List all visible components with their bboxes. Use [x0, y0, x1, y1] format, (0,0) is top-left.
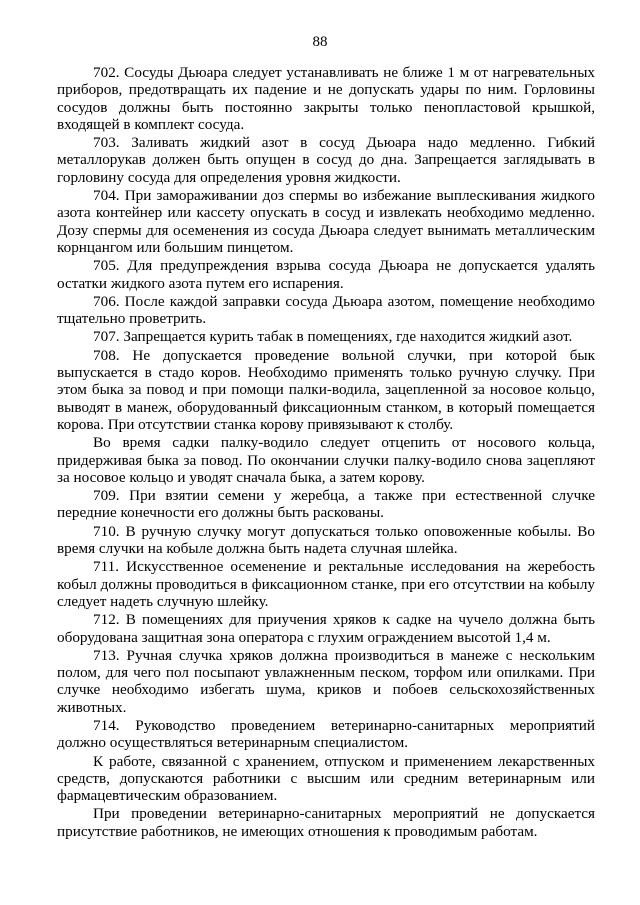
paragraph-710: 710. В ручную случку могут допускаться только оповоженные кобылы. Во время случки на кобыле должна быть надета случная шлейка.	[57, 522, 595, 558]
paragraph-702: 702. Сосуды Дьюара следует устанавливать не ближе 1 м от нагревательных приборов, предотвращать их падение и не допускать удары по ним. Горловины сосудов должны быть постоянно закрыты только пенопластовой крышкой, входящей в комплект сосуда.	[57, 64, 595, 133]
paragraph-712: 712. В помещениях для приучения хряков к садке на чучело должна быть оборудована защитная зона оператора с глухим ограждением высотой 1,4 м.	[57, 611, 595, 646]
paragraph-706: 706. После каждой заправки сосуда Дьюара азотом, помещение необходимо тщательно проветрить.	[57, 292, 595, 328]
paragraph-703: 703. Заливать жидкий азот в сосуд Дьюара надо медленно. Гибкий металлорукав должен быть опущен в сосуд до дна. Запрещается заглядывать в горловину сосуда для определения уровня жидкости.	[57, 134, 595, 186]
document-body	[57, 64, 595, 841]
paragraph-714-medicines: К работе, связанной с хранением, отпуском и применением лекарственных средств, допускаются работники с высшим или средним ветеринарным или фармацевтическим образованием.	[57, 752, 595, 805]
paragraph-704: 704. При замораживании доз спермы во избежание выплескивания жидкого азота контейнер или кассету опускать в сосуд и извлекать необходимо медленно. Дозу спермы для осеменения из сосуда Дьюара следует вынимать металлическим корнцангом или большим пинцетом.	[57, 187, 595, 256]
paragraph-711: 711. Искусственное осеменение и ректальные исследования на жеребость кобыл должны проводиться в фиксационном станке, при его отсутствии на кобылу следует надеть случную шлейку.	[57, 558, 595, 610]
paragraph-707: 707. Запрещается курить табак в помещениях, где находится жидкий азот.	[93, 328, 573, 346]
paragraph-714-presence: При проведении ветеринарно-санитарных мероприятий не допускается присутствие работников, не имеющих отношения к проводимым работам.	[57, 805, 595, 840]
page-number: 88	[312, 34, 328, 50]
paragraph-708: 708. Не допускается проведение вольной случки, при которой бык выпускается в стадо коров. Необходимо применять только ручную случку. При этом быка за повод и при помощи палки-водила, зацепленной за носовое кольцо, выводят в манеж, оборудованный фиксационным станком, в который помещается корова. При отсутствии станка корову привязывают к столбу.	[57, 346, 595, 433]
paragraph-709: 709. При взятии семени у жеребца, а также при естественной случке передние конечности его должны быть раскованы.	[57, 487, 595, 522]
paragraph-714: 714. Руководство проведением ветеринарно-санитарных мероприятий должно осуществляться ветеринарным специалистом.	[57, 716, 595, 752]
paragraph-705: 705. Для предупреждения взрыва сосуда Дьюара не допускается удалять остатки жидкого азота путем его испарения.	[57, 257, 595, 292]
paragraph-708-continued: Во время садки палку-водило следует отцепить от носового кольца, придерживая быка за повод. По окончании случки палку-водило снова зацепляют за носовое кольцо и уводят сначала быка, а затем корову.	[57, 434, 595, 486]
paragraph-713: 713. Ручная случка хряков должна производиться в манеже с нескольким полом, для чего пол посыпают увлажненным песком, торфом или опилками. При случке необходимо избегать шума, криков и побоев сельскохозяйственных животных.	[57, 646, 595, 716]
